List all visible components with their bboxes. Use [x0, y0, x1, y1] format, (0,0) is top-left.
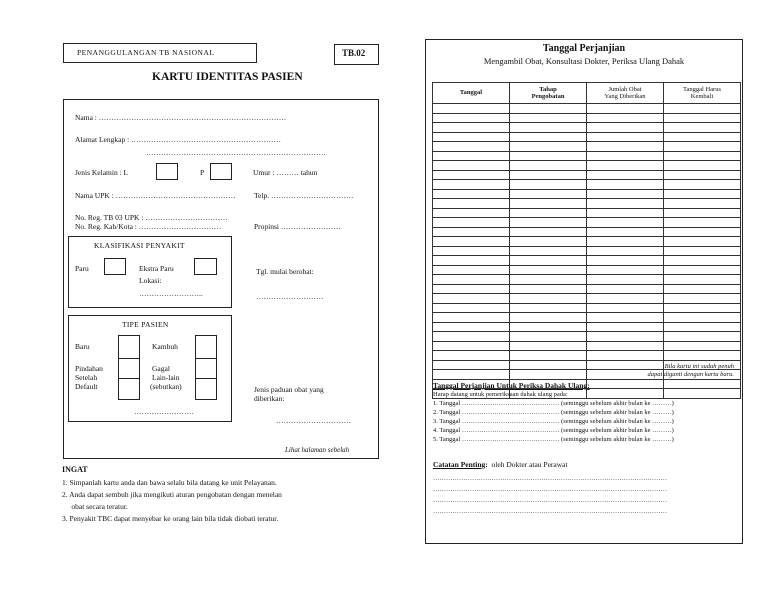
baru-label: Baru [75, 342, 90, 351]
catatan-line-3[interactable]: ……………………………………………………………………………………………… [433, 497, 667, 504]
gagal-checkbox[interactable] [195, 358, 217, 380]
table-cell[interactable] [510, 199, 587, 209]
ingat-item-1: 1. Simpanlah kartu anda dan bawa selalu bila datang ke unit Pelayanan. [62, 478, 277, 487]
ekstra-paru-label: Ekstra Paru [139, 264, 174, 273]
table-cell[interactable] [587, 332, 664, 342]
table-cell[interactable] [433, 284, 510, 294]
table-row [433, 142, 741, 152]
gagal-label: Gagal [152, 364, 170, 373]
table-cell[interactable] [587, 104, 664, 114]
table-cell[interactable] [510, 341, 587, 351]
table-cell[interactable] [433, 161, 510, 171]
table-cell[interactable] [433, 351, 510, 361]
table-cell[interactable] [510, 284, 587, 294]
tipe-pasien-heading: TIPE PASIEN [122, 320, 169, 329]
table-row [433, 208, 741, 218]
table-cell[interactable] [664, 170, 741, 180]
table-cell[interactable] [433, 170, 510, 180]
ingat-item-2-cont: obat secara teratur. [62, 502, 128, 511]
kartu-penuh-note-2: dapat diganti dengan kartu baru. [647, 371, 734, 378]
table-cell[interactable] [587, 208, 664, 218]
sebutkan-label: (sebutkan) [150, 382, 182, 391]
table-cell[interactable] [587, 180, 664, 190]
ingat-heading: INGAT [62, 465, 88, 474]
table-cell[interactable] [510, 370, 587, 380]
table-cell[interactable] [587, 113, 664, 123]
table-cell[interactable] [587, 170, 664, 180]
table-cell[interactable] [510, 322, 587, 332]
table-row [433, 189, 741, 199]
table-cell[interactable] [587, 123, 664, 133]
table-cell[interactable] [433, 313, 510, 323]
periksa-item-1[interactable]: 1. Tanggal ……………………………………… (seminggu sebelum akhir bulan ke ………) [433, 400, 674, 407]
table-cell[interactable] [587, 256, 664, 266]
table-cell[interactable] [664, 275, 741, 285]
lokasi-field[interactable]: …………………….. [139, 289, 203, 298]
tipe-lain-field[interactable]: …………………… [134, 407, 194, 416]
table-cell[interactable] [664, 123, 741, 133]
tgl-mulai-label: Tgl. mulai berobat: [256, 267, 314, 276]
table-row [433, 351, 741, 361]
table-cell[interactable] [664, 113, 741, 123]
table-cell[interactable] [433, 256, 510, 266]
table-cell[interactable] [587, 132, 664, 142]
table-cell[interactable] [587, 379, 664, 389]
gender-p-label: P [200, 168, 205, 177]
table-cell[interactable] [664, 284, 741, 294]
table-cell[interactable] [664, 246, 741, 256]
table-cell[interactable] [510, 180, 587, 190]
table-cell[interactable] [433, 142, 510, 152]
periksa-item-2[interactable]: 2. Tanggal ……………………………………… (seminggu sebelum akhir bulan ke ………) [433, 409, 674, 416]
nama-field[interactable]: Nama : ………………………………………………………………… [75, 113, 287, 122]
table-cell[interactable] [587, 227, 664, 237]
table-cell[interactable] [664, 303, 741, 313]
table-cell[interactable] [664, 322, 741, 332]
lihat-halaman-note: Lihat halaman sebelah [285, 446, 350, 454]
periksa-item-5[interactable]: 5. Tanggal ……………………………………… (seminggu sebelum akhir bulan ke ………) [433, 436, 674, 443]
table-cell[interactable] [433, 104, 510, 114]
pindahan-label: Pindahan [75, 364, 103, 373]
table-cell[interactable] [587, 237, 664, 247]
ingat-item-3: 3. Penyakit TBC dapat menyebar ke orang lain bila tidak diobati teratur. [62, 514, 279, 523]
table-cell[interactable] [433, 341, 510, 351]
kartu-penuh-note-1: Bila kartu ini sudah penuh [664, 363, 734, 370]
catatan-line-2[interactable]: ……………………………………………………………………………………………… [433, 486, 667, 493]
table-cell[interactable] [510, 218, 587, 228]
gender-l-checkbox[interactable] [156, 163, 178, 180]
table-row [433, 246, 741, 256]
card-title: KARTU IDENTITAS PASIEN [152, 71, 303, 83]
jenis-paduan-label: Jenis paduan obat yang [254, 385, 324, 394]
table-cell[interactable] [587, 218, 664, 228]
catatan-heading: Catatan Penting: oleh Dokter atau Perawat [433, 460, 568, 469]
table-row [433, 332, 741, 342]
table-row [433, 322, 741, 332]
table-row [433, 132, 741, 142]
periksa-item-3[interactable]: 3. Tanggal ……………………………………… (seminggu sebelum akhir bulan ke ………) [433, 418, 674, 425]
table-row [433, 303, 741, 313]
setelah-label: Setelah [75, 373, 98, 382]
program-label: PENANGGULANGAN TB NASIONAL [77, 48, 215, 57]
table-row [433, 199, 741, 209]
table-cell[interactable] [587, 351, 664, 361]
table-cell[interactable] [510, 303, 587, 313]
table-cell[interactable] [510, 332, 587, 342]
table-cell[interactable] [664, 218, 741, 228]
table-row [433, 237, 741, 247]
default-checkbox[interactable] [118, 378, 140, 400]
appointment-title: Tanggal Perjanjian [542, 43, 626, 54]
jenis-kelamin-label: Jenis Kelamin : L [75, 168, 129, 177]
col-header-tanggal: Tanggal [433, 83, 510, 104]
col-header-tanggal-kembali: Tanggal Harus Kembali [664, 83, 741, 104]
table-cell[interactable] [510, 237, 587, 247]
table-cell[interactable] [510, 151, 587, 161]
table-row [433, 123, 741, 133]
table-header-row [433, 83, 741, 104]
baru-checkbox[interactable] [118, 335, 140, 359]
table-row [433, 265, 741, 275]
table-cell[interactable] [433, 218, 510, 228]
table-cell[interactable] [664, 227, 741, 237]
table-cell[interactable] [510, 104, 587, 114]
table-cell[interactable] [433, 180, 510, 190]
table-cell[interactable] [587, 275, 664, 285]
table-cell[interactable] [664, 379, 741, 389]
table-cell[interactable] [433, 275, 510, 285]
table-cell[interactable] [433, 237, 510, 247]
kambuh-label: Kambuh [152, 342, 178, 351]
table-cell[interactable] [587, 360, 664, 370]
table-cell[interactable] [664, 132, 741, 142]
table-row [433, 104, 741, 114]
table-cell[interactable] [664, 389, 741, 399]
lain-lain-label: Lain-lain [152, 373, 180, 382]
table-cell[interactable] [433, 199, 510, 209]
table-cell[interactable] [587, 189, 664, 199]
table-cell[interactable] [510, 265, 587, 275]
umur-field[interactable]: Umur : ……… tahun [253, 168, 318, 177]
table-row [433, 341, 741, 351]
table-cell[interactable] [587, 341, 664, 351]
table-cell[interactable] [587, 142, 664, 152]
table-cell[interactable] [433, 370, 510, 380]
klasifikasi-heading: KLASIFIKASI PENYAKIT [94, 241, 185, 250]
no-reg-upk-field[interactable]: No. Reg. TB 03 UPK : …………………………… [75, 213, 228, 222]
table-cell[interactable] [510, 189, 587, 199]
gender-p-checkbox[interactable] [210, 163, 232, 180]
table-cell[interactable] [664, 341, 741, 351]
table-cell[interactable] [510, 170, 587, 180]
table-cell[interactable] [664, 332, 741, 342]
table-cell[interactable] [587, 199, 664, 209]
table-cell[interactable] [510, 142, 587, 152]
no-reg-kab-field[interactable]: No. Reg. Kab/Kota : …………………………… [75, 222, 222, 231]
table-cell[interactable] [664, 151, 741, 161]
table-cell[interactable] [587, 313, 664, 323]
table-cell[interactable] [433, 332, 510, 342]
table-row [433, 170, 741, 180]
table-cell[interactable] [664, 142, 741, 152]
appointment-subtitle: Mengambil Obat, Konsultasi Dokter, Periksa Ulang Dahak [483, 56, 685, 66]
catatan-suffix: oleh Dokter atau Perawat [491, 460, 568, 469]
catatan-line-4[interactable]: ……………………………………………………………………………………………… [433, 508, 667, 515]
col-header-tahap: Tahap Pengobatan [510, 83, 587, 104]
lokasi-label: Lokasi: [139, 276, 162, 285]
table-cell[interactable] [664, 351, 741, 361]
diberikan-label: diberikan: [254, 394, 285, 403]
table-cell[interactable] [587, 151, 664, 161]
table-cell[interactable] [664, 294, 741, 304]
table-cell[interactable] [510, 227, 587, 237]
table-cell[interactable] [510, 161, 587, 171]
table-row [433, 180, 741, 190]
table-cell[interactable] [587, 161, 664, 171]
col-header-jumlah-obat: Jumlah Obat Yang Diberikan [587, 83, 664, 104]
table-cell[interactable] [433, 151, 510, 161]
table-cell[interactable] [510, 208, 587, 218]
table-cell[interactable] [587, 284, 664, 294]
table-cell[interactable] [510, 294, 587, 304]
table-row [433, 113, 741, 123]
table-cell[interactable] [587, 246, 664, 256]
appointment-table [432, 82, 741, 399]
table-cell[interactable] [510, 275, 587, 285]
table-row [433, 227, 741, 237]
table-cell[interactable] [433, 227, 510, 237]
table-cell[interactable] [433, 208, 510, 218]
table-cell[interactable] [664, 265, 741, 275]
table-row [433, 294, 741, 304]
table-cell[interactable] [510, 256, 587, 266]
kambuh-checkbox[interactable] [195, 335, 217, 359]
periksa-item-4[interactable]: 4. Tanggal ……………………………………… (seminggu sebelum akhir bulan ke ………) [433, 427, 674, 434]
table-cell[interactable] [510, 313, 587, 323]
table-cell[interactable] [433, 265, 510, 275]
table-cell[interactable] [664, 199, 741, 209]
table-row [433, 275, 741, 285]
table-cell[interactable] [433, 294, 510, 304]
table-cell[interactable] [510, 246, 587, 256]
table-row [433, 161, 741, 171]
table-cell[interactable] [664, 237, 741, 247]
form-code: TB.02 [342, 48, 366, 58]
table-row [433, 256, 741, 266]
alamat-field[interactable]: Alamat Lengkap : …………………………………………………… [75, 135, 282, 144]
pindahan-checkbox[interactable] [118, 358, 140, 380]
table-cell[interactable] [587, 322, 664, 332]
table-cell[interactable] [433, 113, 510, 123]
table-cell[interactable] [433, 303, 510, 313]
catatan-line-1[interactable]: ……………………………………………………………………………………………… [433, 475, 667, 482]
table-cell[interactable] [433, 132, 510, 142]
table-cell[interactable] [510, 113, 587, 123]
paduan-field[interactable]: ………………………… [276, 416, 351, 425]
alamat-cont-field[interactable]: ……………………………………………………………… [146, 148, 326, 157]
paru-checkbox[interactable] [104, 258, 126, 275]
table-cell[interactable] [433, 189, 510, 199]
table-cell[interactable] [510, 123, 587, 133]
table-cell[interactable] [433, 123, 510, 133]
table-cell[interactable] [433, 322, 510, 332]
table-cell[interactable] [664, 161, 741, 171]
telp-field[interactable]: Telp. …………………………… [254, 191, 354, 200]
propinsi-field[interactable]: Propinsi …………………… [254, 222, 341, 231]
table-cell[interactable] [510, 132, 587, 142]
table-cell[interactable] [510, 360, 587, 370]
periksa-heading: Tanggal Perjanjian Untuk Periksa Dahak Ulang: [433, 381, 590, 390]
table-cell[interactable] [433, 246, 510, 256]
table-cell[interactable] [664, 189, 741, 199]
table-cell[interactable] [587, 303, 664, 313]
table-row [433, 151, 741, 161]
lain-lain-checkbox[interactable] [195, 378, 217, 400]
table-row [433, 313, 741, 323]
table-cell[interactable] [510, 351, 587, 361]
table-cell[interactable] [664, 256, 741, 266]
table-row [433, 218, 741, 228]
table-row [433, 284, 741, 294]
table-cell[interactable] [664, 208, 741, 218]
nama-upk-field[interactable]: Nama UPK : ………………………………………… [75, 191, 236, 200]
table-cell[interactable] [587, 265, 664, 275]
table-cell[interactable] [664, 313, 741, 323]
default-label: Default [75, 382, 98, 391]
ingat-item-2: 2. Anda dapat sembuh jika mengikuti aturan pengobatan dengan menelan [62, 490, 282, 499]
table-cell[interactable] [664, 180, 741, 190]
table-cell[interactable] [587, 294, 664, 304]
tgl-mulai-field[interactable]: ……………………… [256, 292, 324, 301]
ekstra-paru-checkbox[interactable] [194, 258, 217, 275]
table-cell[interactable] [664, 104, 741, 114]
periksa-intro: Harap datang untuk pemeriksaan dahak ulang pada: [433, 391, 568, 398]
table-cell[interactable] [587, 389, 664, 399]
table-cell[interactable] [433, 360, 510, 370]
paru-label: Paru [75, 264, 89, 273]
